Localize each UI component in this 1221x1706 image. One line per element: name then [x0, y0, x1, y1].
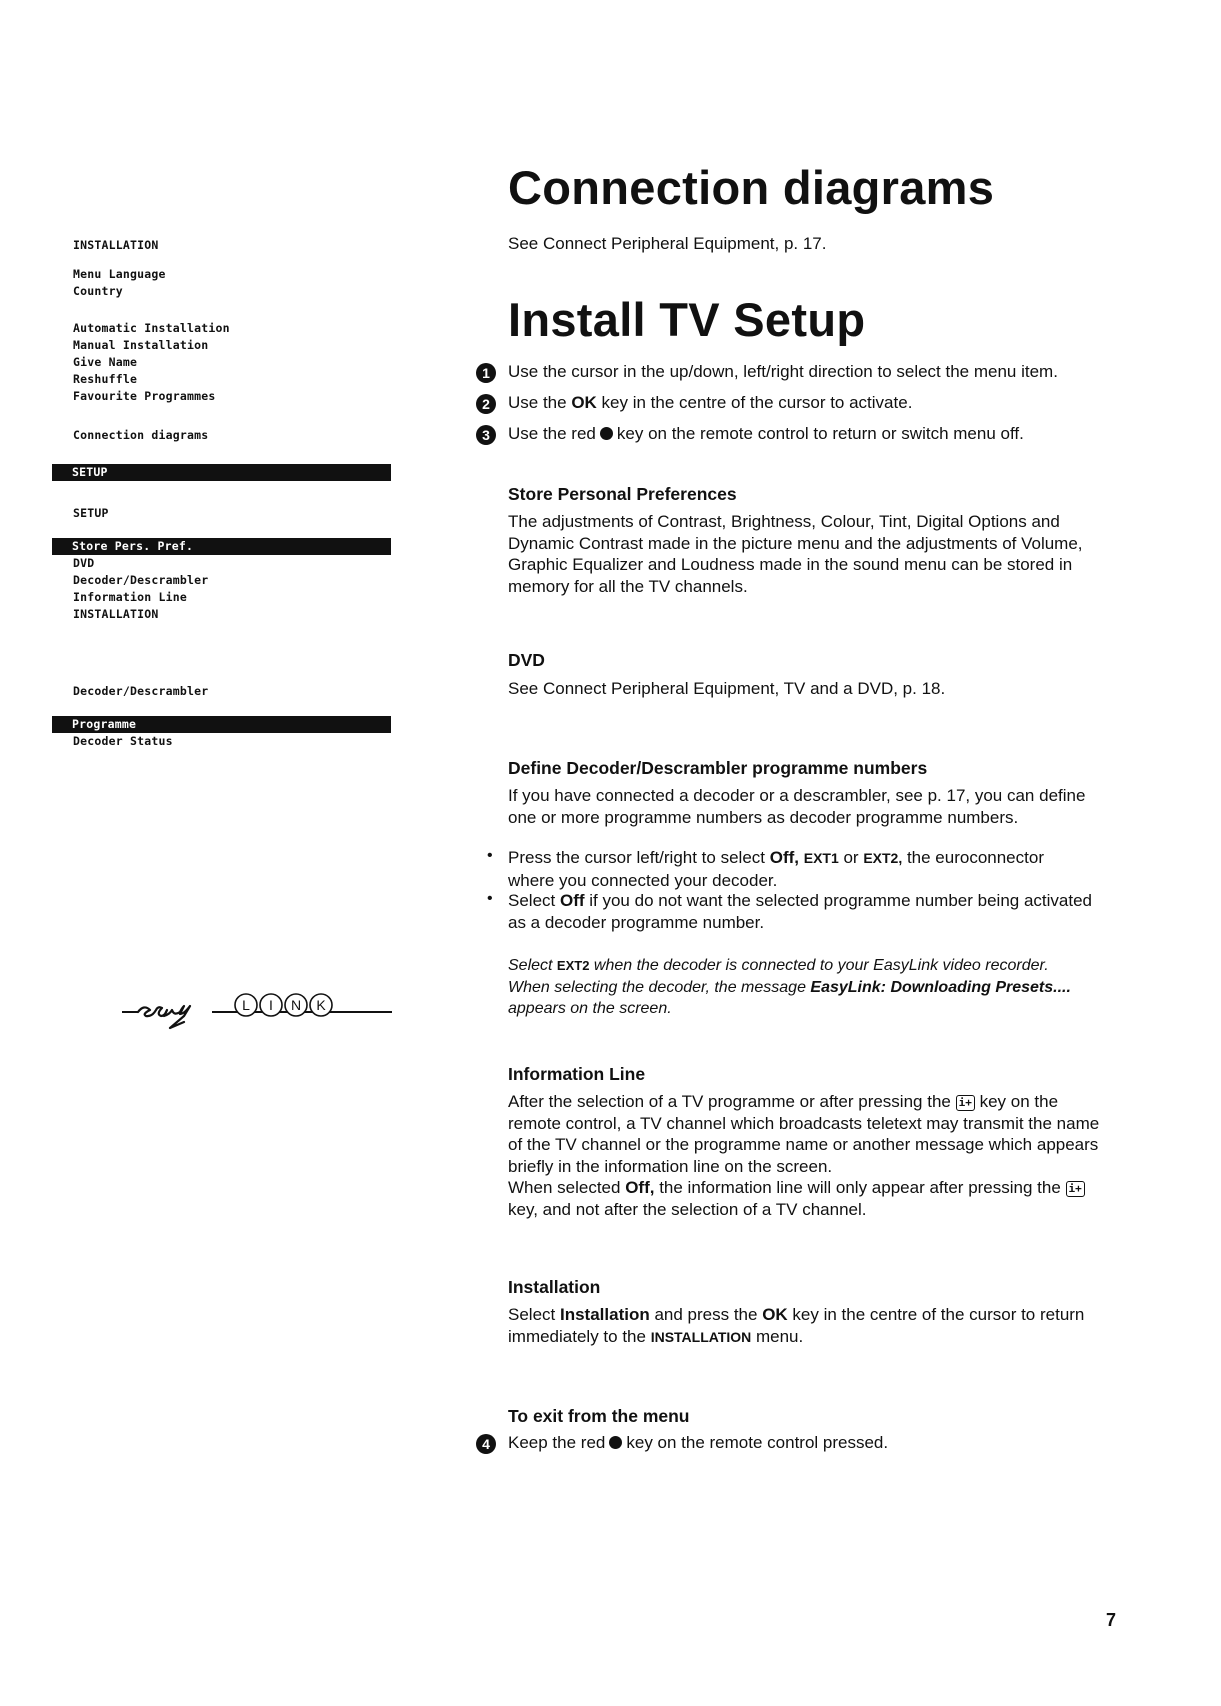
install-l1-bold: Installation	[559, 1305, 650, 1324]
connection-diagrams-text: See Connect Peripheral Equipment, p. 17.	[508, 234, 827, 253]
sidebar-item-connection-diagrams: Connection diagrams	[73, 428, 209, 442]
sidebar-language-group	[73, 266, 166, 300]
sidebar-item-give-name: Give Name	[73, 355, 138, 369]
sidebar-item-installation: INSTALLATION	[73, 607, 159, 621]
step-3-pre: Use the red	[508, 424, 596, 443]
red-key-icon	[600, 427, 613, 440]
bullet-2-off: Off	[559, 891, 585, 910]
decoder-bullet-1	[508, 847, 1138, 891]
info-l6: key, and not after the selection of a TV channel.	[508, 1199, 867, 1219]
bullet-1-ext1: EXT1	[803, 850, 839, 866]
sidebar-item-manual-installation: Manual Installation	[73, 338, 209, 352]
sidebar-programme-label: Programme	[72, 717, 137, 731]
logo-letter-k: K	[316, 997, 326, 1013]
sidebar-heading-setup: SETUP	[73, 506, 109, 520]
bullet-1-icon: •	[487, 847, 493, 864]
exit-heading: To exit from the menu	[508, 1406, 690, 1426]
info-l4: briefly in the information line on the screen.	[508, 1156, 833, 1176]
install-l1-pre: Select	[508, 1305, 560, 1324]
ok-key-label: OK	[571, 393, 597, 412]
sidebar-heading-decoder: Decoder/Descrambler	[73, 684, 209, 698]
step-3-text	[508, 424, 1024, 444]
sidebar-item-decoder-descrambler: Decoder/Descrambler	[73, 573, 209, 587]
store-preferences-heading: Store Personal Preferences	[508, 484, 737, 504]
logo-letter-l: L	[242, 997, 250, 1013]
note-1-ext2: EXT2	[556, 958, 590, 973]
bullet-1-ext2: EXT2,	[863, 850, 903, 866]
info-l3: of the TV channel or the programme name or another message which appears	[508, 1135, 1099, 1154]
info-l5-pre: When selected	[508, 1178, 626, 1197]
step-number-2: 2	[476, 394, 496, 414]
logo-letter-n: N	[290, 997, 302, 1013]
sidebar-store-pref-bar	[52, 538, 391, 555]
step-2-pre: Use the	[508, 393, 572, 412]
decoder-bullet-2	[508, 890, 1138, 933]
bullet-2-pre: Select	[508, 891, 560, 910]
info-l5-post: the information line will only appear after pressing the	[654, 1178, 1061, 1197]
install-l1-ok: OK	[762, 1305, 788, 1324]
info-l2: remote control, a TV channel which broadcasts teletext may transmit the name	[508, 1113, 1100, 1133]
step-number-4: 4	[476, 1434, 496, 1454]
bullet-2-line2: as a decoder programme number.	[508, 912, 765, 932]
bullet-2-post: if you do not want the selected programme number being activated	[584, 891, 1092, 910]
sidebar-store-pref-label: Store Pers. Pref.	[72, 539, 194, 553]
sidebar-item-information-line: Information Line	[73, 590, 187, 604]
install-l1-post: key in the centre of the cursor to return	[787, 1305, 1085, 1324]
red-key-icon-2	[609, 1436, 622, 1449]
sidebar-decoder-items	[73, 733, 173, 750]
info-l1-post: key on the	[979, 1092, 1059, 1111]
install-l1-mid: and press the	[649, 1305, 763, 1324]
sidebar-connection-group	[73, 427, 208, 444]
information-line-heading: Information Line	[508, 1064, 646, 1084]
easylink-logo	[120, 983, 392, 1033]
sidebar-decoder-menu	[73, 683, 208, 700]
decoder-note	[508, 955, 1138, 1020]
step-1-text: Use the cursor in the up/down, left/right direction to select the menu item.	[508, 362, 1058, 381]
info-key-icon-2: i+	[1066, 1181, 1085, 1197]
step-number-3: 3	[476, 425, 496, 445]
bullet-1-post: the euroconnector	[902, 848, 1044, 867]
exit-text	[508, 1433, 888, 1453]
step-2-text	[508, 393, 912, 413]
sidebar-setup-menu	[73, 505, 109, 522]
bullet-1-or: or	[838, 848, 864, 867]
connection-diagrams-title: Connection diagrams	[508, 161, 995, 214]
sidebar-installation-menu	[73, 237, 158, 254]
dvd-text: See Connect Peripheral Equipment, TV and a DVD, p. 18.	[508, 679, 946, 698]
store-preferences-text: The adjustments of Contrast, Brightness, Colour, Tint, Digital Options and Dynamic Contrast made in the picture menu and the adjustments of Volume, Graphic Equalizer and Loudness made in the sound menu can be stored in memory for all the TV channels.	[508, 512, 1083, 596]
install-l2-post: menu.	[751, 1326, 804, 1346]
installation-text	[508, 1304, 1138, 1348]
exit-post: key on the remote control pressed.	[626, 1433, 889, 1452]
note-2-message: EasyLink: Downloading Presets....	[810, 978, 1071, 996]
decoder-text: If you have connected a decoder or a descrambler, see p. 17, you can define one or more programme numbers as decoder programme numbers.	[508, 786, 1086, 827]
step-3-post: key on the remote control to return or switch menu off.	[616, 424, 1024, 443]
sidebar-item-automatic-installation: Automatic Installation	[73, 321, 230, 335]
information-line-text	[508, 1091, 1138, 1220]
info-l5-off: Off,	[625, 1178, 655, 1197]
sidebar-item-country: Country	[73, 284, 123, 298]
note-1-post: when the decoder is connected to your EasyLink video recorder.	[589, 957, 1049, 974]
sidebar-programme-bar	[52, 716, 391, 733]
install-setup-title: Install TV Setup	[508, 293, 866, 346]
installation-heading: Installation	[508, 1277, 601, 1297]
install-l2-pre: immediately to the	[508, 1326, 651, 1346]
sidebar-item-favourite-programmes: Favourite Programmes	[73, 389, 216, 403]
info-l1-pre: After the selection of a TV programme or after pressing the	[508, 1092, 951, 1111]
note-1-pre: Select	[508, 957, 557, 974]
step-2-post: key in the centre of the cursor to activate.	[596, 393, 913, 412]
sidebar-heading-installation: INSTALLATION	[73, 238, 159, 252]
sidebar-setup-bar	[52, 464, 391, 481]
sidebar-item-dvd: DVD	[73, 556, 95, 570]
exit-pre: Keep the red	[508, 1433, 606, 1452]
bullet-2-icon: •	[487, 890, 493, 907]
dvd-heading: DVD	[508, 650, 545, 670]
logo-letter-i: I	[269, 997, 273, 1013]
decoder-heading: Define Decoder/Descrambler programme numbers	[508, 758, 928, 778]
page-number: 7	[1106, 1610, 1117, 1630]
note-3: appears on the screen.	[508, 1000, 672, 1017]
install-l2-caps: INSTALLATION	[650, 1328, 752, 1345]
info-key-icon: i+	[956, 1095, 975, 1111]
note-2-pre: When selecting the decoder, the message	[508, 978, 811, 996]
sidebar-setup-items	[73, 555, 208, 623]
bullet-1-line2: where you connected your decoder.	[508, 870, 778, 890]
step-number-1: 1	[476, 363, 496, 383]
sidebar-item-reshuffle: Reshuffle	[73, 372, 138, 386]
sidebar-item-menu-language: Menu Language	[73, 267, 166, 281]
bullet-1-off: Off,	[769, 848, 799, 867]
sidebar-install-group	[73, 320, 230, 405]
bullet-1-pre: Press the cursor left/right to select	[508, 848, 770, 867]
sidebar-setup-bar-label: SETUP	[72, 465, 108, 479]
sidebar-item-decoder-status: Decoder Status	[73, 734, 173, 748]
